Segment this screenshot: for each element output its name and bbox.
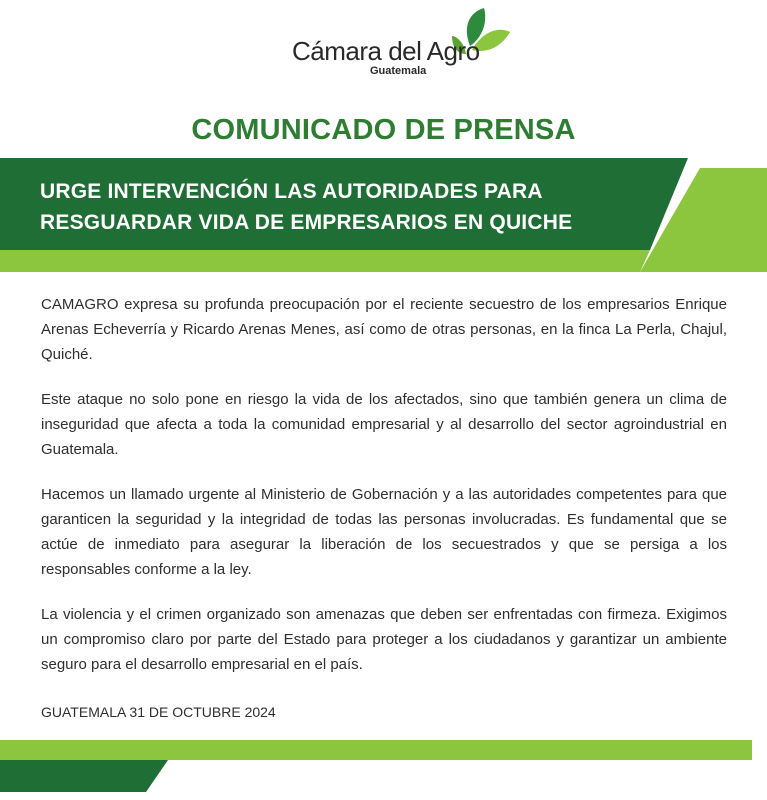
- headline: [40, 176, 640, 238]
- paragraph: La violencia y el crimen organizado son amenazas que deben ser enfrentadas con firmeza. Exigimos un compromiso claro por parte del Estado para proteger a los ciudadanos y garantizar un ambiente seguro para el desarrollo empresarial en el país.: [41, 606, 727, 673]
- camagro-logo: [290, 6, 520, 76]
- headline-line-2: RESGUARDAR VIDA DE EMPRESARIOS EN QUICHE: [40, 211, 573, 234]
- footer-banner: [0, 736, 767, 800]
- paragraph: CAMAGRO expresa su profunda preocupación por el reciente secuestro de los empresarios Enrique Arenas Echeverría y Ricardo Arenas Menes, así como de otras personas, en la finca La Perla, Chajul, Quiché.: [41, 296, 727, 363]
- date-line: GUATEMALA 31 DE OCTUBRE 2024: [41, 704, 276, 720]
- paragraph: Este ataque no solo pone en riesgo la vida de los afectados, sino que también genera un clima de inseguridad que afecta a toda la comunidad empresarial y al desarrollo del sector agroindustrial en Guatemala.: [41, 391, 727, 458]
- press-release-body: [41, 292, 727, 697]
- page-title: COMUNICADO DE PRENSA: [191, 114, 576, 146]
- logo-name: Cámara del Agro: [292, 36, 480, 66]
- headline-line-1: URGE INTERVENCIÓN LAS AUTORIDADES PARA: [40, 180, 543, 203]
- logo-subtitle: Guatemala: [370, 65, 427, 77]
- paragraph: Hacemos un llamado urgente al Ministerio de Gobernación y a las autoridades competentes para que garanticen la seguridad y la integridad de todas las personas involucradas. Es fundamental que se actúe de inmediato para asegurar la liberación de los secuestrados y que se persiga a los responsables conforme a la ley.: [41, 486, 727, 578]
